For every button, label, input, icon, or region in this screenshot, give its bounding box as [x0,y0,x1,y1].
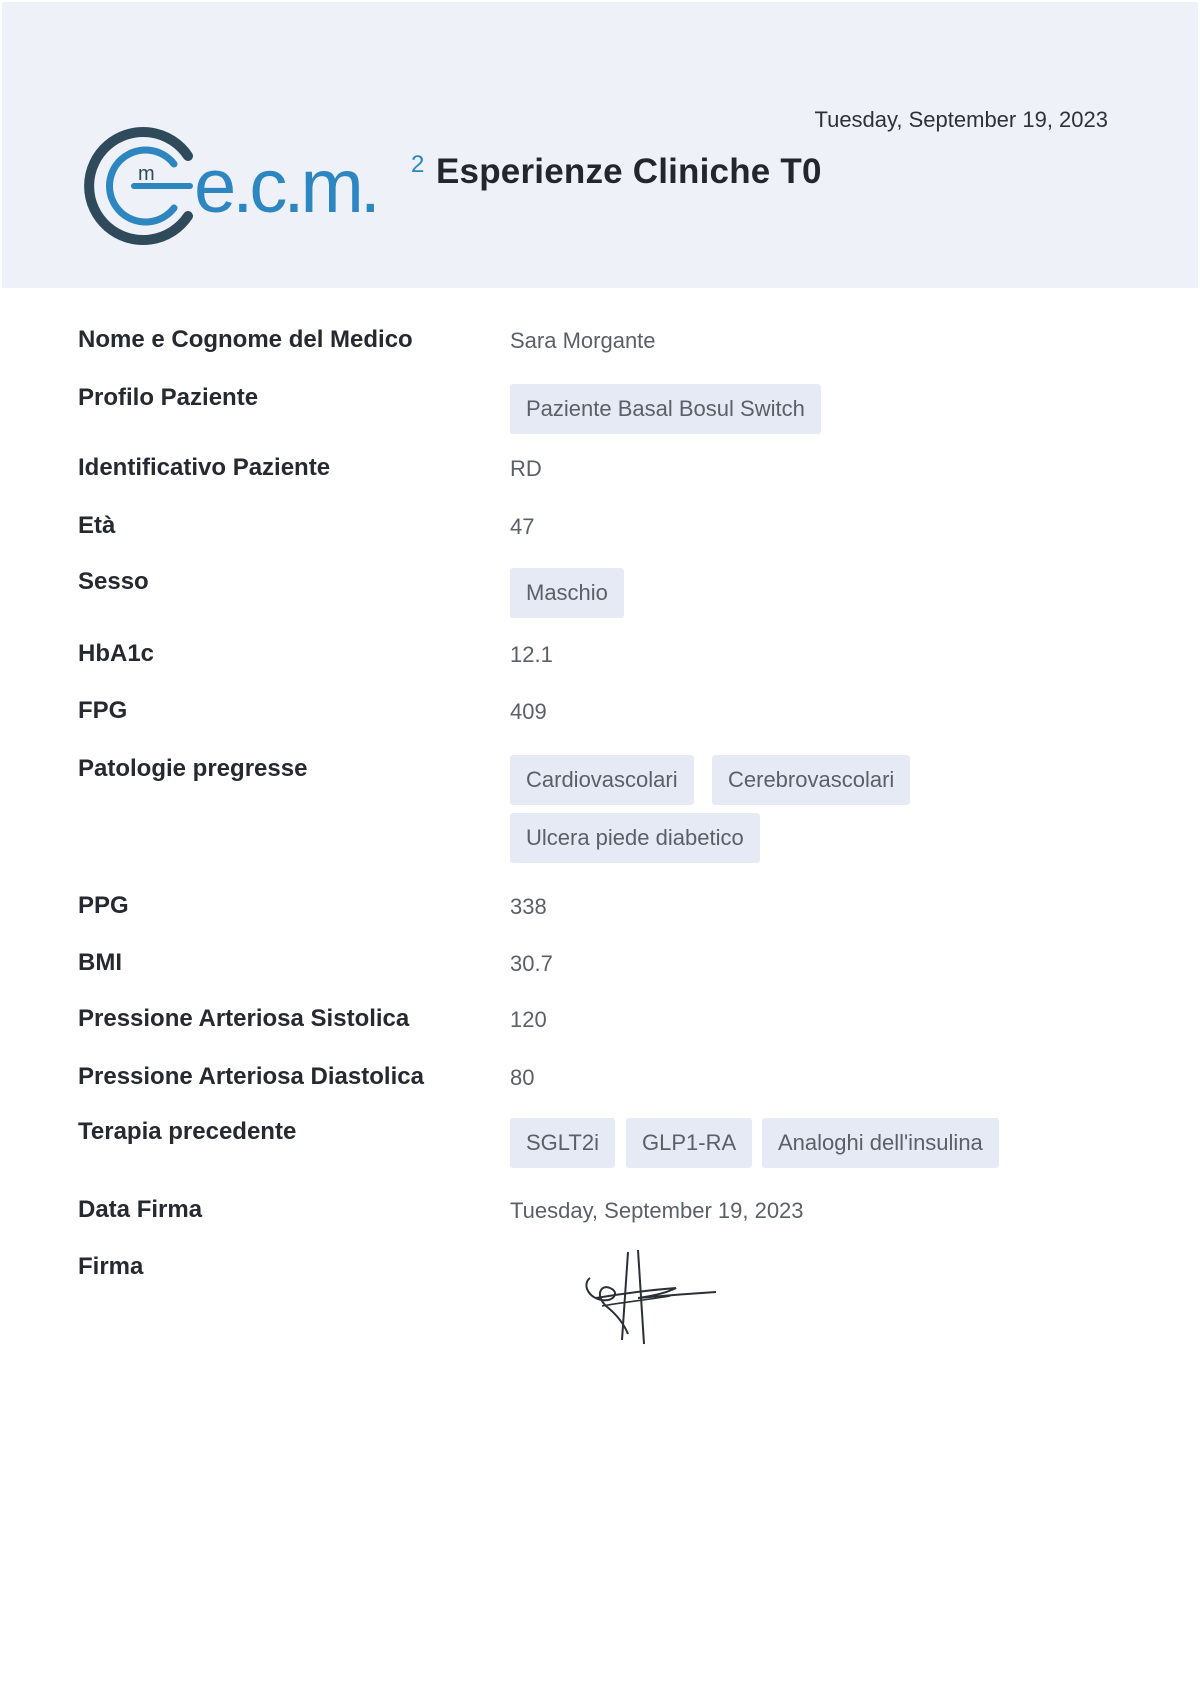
tag-profilo-paziente: Paziente Basal Bosul Switch [510,384,821,434]
page-title: Esperienze Cliniche T0 [436,152,822,191]
label-ppg: PPG [78,892,129,919]
header-banner [2,2,1198,288]
label-patologie: Patologie pregresse [78,755,308,782]
value-diastolica: 80 [510,1065,535,1090]
label-diastolica: Pressione Arteriosa Diastolica [78,1063,424,1090]
value-ppg: 338 [510,894,547,919]
value-data-firma: Tuesday, September 19, 2023 [510,1198,804,1223]
label-profilo: Profilo Paziente [78,384,259,411]
tag-analoghi-insulina: Analoghi dell'insulina [762,1118,999,1168]
label-terapia: Terapia precedente [78,1118,297,1145]
tag-glp1ra: GLP1-RA [626,1118,752,1168]
ecm-logo [80,126,430,246]
label-medico: Nome e Cognome del Medico [78,326,413,353]
label-eta: Età [78,512,116,539]
label-firma: Firma [78,1253,144,1280]
label-identificativo: Identificativo Paziente [78,454,331,481]
svg-text:e.c.m.: e.c.m. [194,144,377,229]
tag-sesso-maschio: Maschio [510,568,624,618]
signature-image [580,1248,720,1348]
header-date: Tuesday, September 19, 2023 [814,107,1108,132]
tag-sglt2i: SGLT2i [510,1118,615,1168]
svg-text:2: 2 [411,151,425,178]
label-hba1c: HbA1c [78,640,155,667]
svg-text:m: m [138,163,155,185]
value-fpg: 409 [510,699,547,724]
tag-cerebrovascolari: Cerebrovascolari [712,755,910,805]
label-sistolica: Pressione Arteriosa Sistolica [78,1005,410,1032]
value-bmi: 30.7 [510,951,553,976]
label-data-firma: Data Firma [78,1196,203,1223]
label-fpg: FPG [78,697,128,724]
value-medico: Sara Morgante [510,328,656,353]
tag-ulcera-piede: Ulcera piede diabetico [510,813,760,863]
label-bmi: BMI [78,949,122,976]
value-sistolica: 120 [510,1007,547,1032]
value-hba1c: 12.1 [510,642,553,667]
value-eta: 47 [510,514,535,539]
label-sesso: Sesso [78,568,149,595]
value-identificativo: RD [510,456,542,481]
tag-cardiovascolari: Cardiovascolari [510,755,694,805]
